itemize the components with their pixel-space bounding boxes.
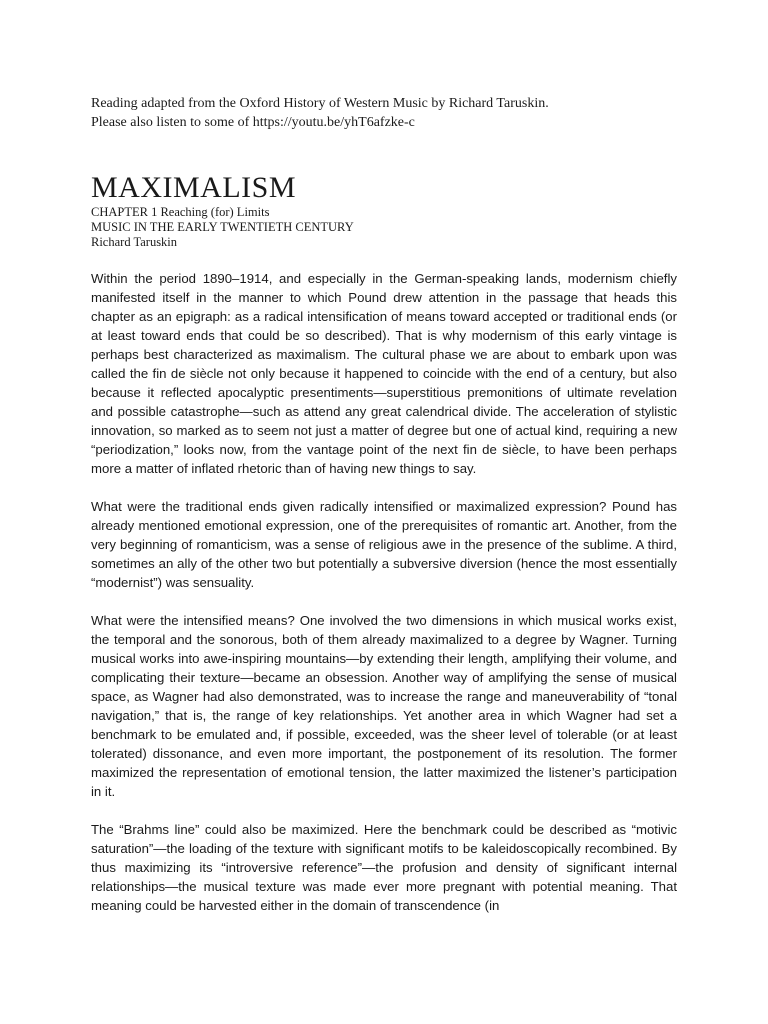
chapter-heading: CHAPTER 1 Reaching (for) Limits <box>91 205 270 219</box>
paragraph: Within the period 1890–1914, and especially in the German-speaking lands, modernism chiefly manifested itself in the manner to which Pound drew attention in the passage that heads this chapter as an epigraph: as a radical intensification of means toward accepted or traditional ends (or at least toward ends that could be so described). That is why modernism of this early vintage is perhaps best characterized as maximalism. The cultural phase we are about to embark upon was called the fin de siècle not only because it happened to coincide with the end of a century, but also because it reflected apocalyptic presentiments—superstitious premonitions of ultimate revelation and possible catastrophe—such as attend any great calendrical divide. The acceleration of stylistic innovation, so marked as to seem not just a matter of degree but one of actual kind, requiring a new “periodization,” looks now, from the vantage point of the next fin de siècle, to have been perhaps more a matter of inflated rhetoric than of having new things to say. <box>91 271 677 476</box>
listen-note: Please also listen to some of https://youtu.be/yhT6afzke-c <box>91 115 415 130</box>
reading-note: Reading adapted from the Oxford History of Western Music by Richard Taruskin. <box>91 96 549 111</box>
author-name: Richard Taruskin <box>91 235 178 249</box>
paragraph: What were the traditional ends given radically intensified or maximalized expression? Pound has already mentioned emotional expression, one of the prerequisites of romantic art. Another, from the very beginning of romanticism, was a sense of religious awe in the presence of the sublime. A third, sometimes an ally of the other two but potentially a subversive diversion (hence the most essentially “modernist”) was sensuality. <box>91 499 677 590</box>
body-text <box>91 269 677 915</box>
paragraph: The “Brahms line” could also be maximized. Here the benchmark could be described as “motivic saturation”—the loading of the texture with significant motifs to be kaleidoscopically recombined. By thus maximizing its “introversive reference”—the profusion and density of significant internal relationships—the musical texture was made ever more pregnant with potential meaning. That meaning could be harvested either in the domain of transcendence (in <box>91 822 677 913</box>
book-title: MUSIC IN THE EARLY TWENTIETH CENTURY <box>91 220 354 234</box>
document-title: MAXIMALISM <box>91 171 297 204</box>
paragraph: What were the intensified means? One involved the two dimensions in which musical works exist, the temporal and the sonorous, both of them already maximalized to a degree by Wagner. Turning musical works into awe-inspiring mountains—by extending their length, amplifying their volume, and complicating their texture—became an obsession. Another way of amplifying the sense of musical space, as Wagner had also demonstrated, was to increase the range and maneuverability of “tonal navigation,” that is, the range of key relationships. Yet another area in which Wagner had set a benchmark to be emulated and, if possible, exceeded, was the sheer level of tolerable (or at least tolerated) dissonance, and even more important, the postponement of its resolution. The former maximized the representation of emotional tension, the latter maximized the listener’s participation in it. <box>91 613 677 799</box>
document-page <box>91 94 677 934</box>
